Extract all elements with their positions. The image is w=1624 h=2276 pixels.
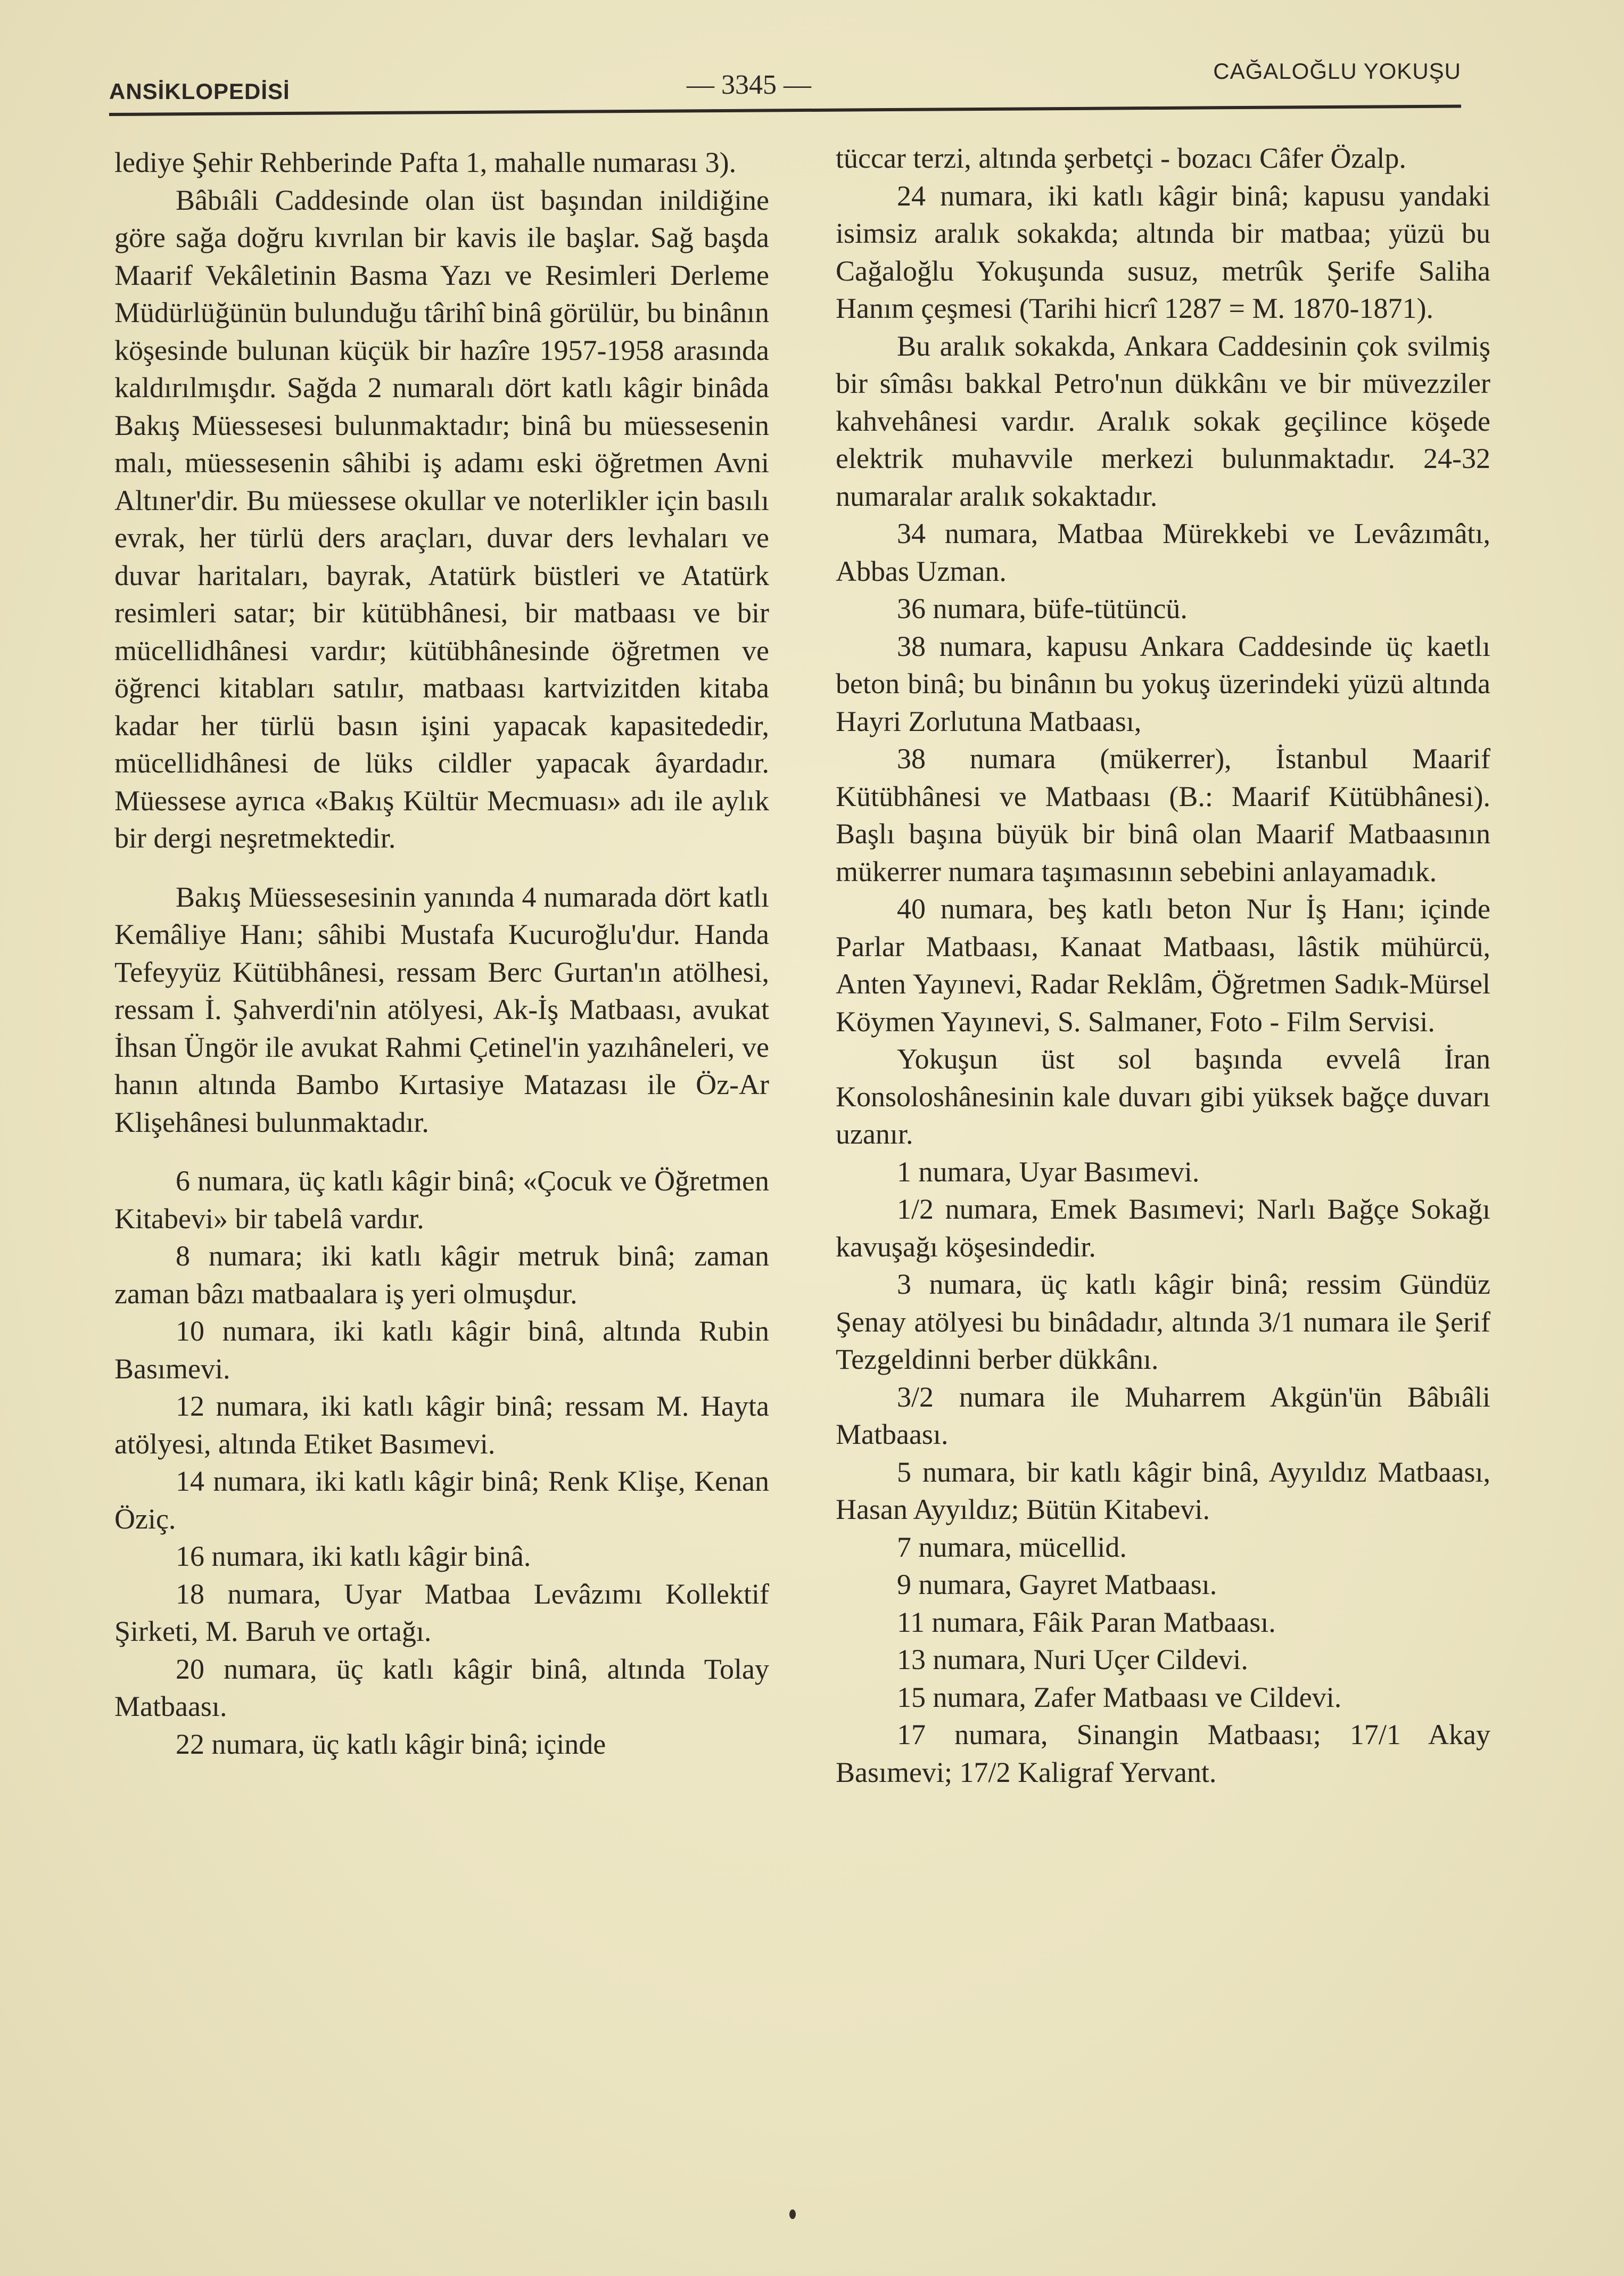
paragraph: 10 numara, iki katlı kâgir binâ, altında Rubin Basımevi.: [114, 1315, 769, 1385]
paragraph: 24 numara, iki katlı kâgir binâ; kapusu yandaki isimsiz aralık sokakda; altında bir matbaa; yüzü bu Cağaloğlu Yokuşunda susuz, metrûk Şerife Saliha Hanım çeşmesi (Tarihi hicrî 1287 = M. 1870-1871).: [836, 179, 1490, 324]
header-article-title: CAĞALOĞLU YOKUŞU: [1213, 59, 1461, 84]
paragraph: 3/2 numara ile Muharrem Akgün'ün Bâbıâli Matbaası.: [836, 1381, 1490, 1450]
paragraph: tüccar terzi, altında şerbetçi - bozacı Câfer Özalp.: [836, 142, 1406, 174]
paragraph: 11 numara, Fâik Paran Matbaası.: [897, 1606, 1276, 1638]
paragraph: Yokuşun üst sol başında evvelâ İran Konsoloshânesinin kale duvarı gibi yüksek bağçe duvarı uzanır.: [836, 1043, 1490, 1150]
paragraph: 13 numara, Nuri Uçer Cildevi.: [897, 1644, 1248, 1675]
paragraph: 14 numara, iki katlı kâgir binâ; Renk Klişe, Kenan Öziç.: [114, 1465, 769, 1535]
paragraph: 12 numara, iki katlı kâgir binâ; ressam M. Hayta atölyesi, altında Etiket Basımevi.: [114, 1390, 769, 1460]
paragraph: 3 numara, üç katlı kâgir binâ; ressim Gündüz Şenay atölyesi bu binâdadır, altında 3/1 numara ile Şerif Tezgeldinni berber dükkânı.: [836, 1268, 1490, 1375]
paragraph: lediye Şehir Rehberinde Pafta 1, mahalle numarası 3).: [114, 146, 737, 178]
paragraph: 38 numara, kapusu Ankara Caddesinde üç kaetlı beton binâ; bu binânın bu yokuş üzerindeki yüzü altında Hayri Zorlutuna Matbaası,: [836, 630, 1490, 737]
paragraph: 18 numara, Uyar Matbaa Levâzımı Kollektif Şirketi, M. Baruh ve ortağı.: [114, 1577, 769, 1647]
paragraph: 1 numara, Uyar Basımevi.: [897, 1155, 1200, 1188]
paragraph: 38 numara (mükerrer), İstanbul Maarif Kütübhânesi ve Matbaası (B.: Maarif Kütübhânesi). Başlı başına büyük bir binâ olan Maarif Matbaasının mükerrer numara taşımasının sebebini anlayamadık.: [836, 743, 1490, 888]
paragraph: 22 numara, üç katlı kâgir binâ; içinde: [176, 1728, 606, 1760]
paragraph: Bakış Müessesesinin yanında 4 numarada dört katlı Kemâliye Hanı; sâhibi Mustafa Kucuroğlu'dur. Handa Tefeyyüz Kütübhânesi, ressam Berc Gurtan'ın atölhesi, ressam İ. Şahverdi'nin atölyesi, Ak-İş Matbaası, avukat İhsan Üngör ile avukat Rahmi Çetinel'in yazıhâneleri, ve hanın altında Bambo Kırtasiye Matazası ile Öz-Ar Klişehânesi bulunmaktadır.: [114, 881, 769, 1138]
paragraph: 9 numara, Gayret Matbaası.: [897, 1568, 1217, 1600]
paragraph: 17 numara, Sinangin Matbaası; 17/1 Akay Basımevi; 17/2 Kaligraf Yervant.: [836, 1719, 1490, 1788]
paragraph: 16 numara, iki katlı kâgir binâ.: [176, 1540, 531, 1572]
paragraph: 36 numara, büfe-tütüncü.: [897, 593, 1188, 625]
paragraph: Bu aralık sokakda, Ankara Caddesinin çok svilmiş bir sîmâsı bakkal Petro'nun dükkânı ve bir müvezziler kahvehânesi vardır. Aralık sokak geçilince köşede elektrik muhavvile merkezi bulunmaktadır. 24-32 numaralar aralık sokaktadır.: [836, 330, 1490, 512]
left-column: [114, 144, 769, 1763]
paragraph: 34 numara, Matbaa Mürekkebi ve Levâzımâtı, Abbas Uzman.: [836, 517, 1490, 587]
right-column: [836, 139, 1490, 1791]
paragraph: 40 numara, beş katlı beton Nur İş Hanı; içinde Parlar Matbaası, Kanaat Matbaası, lâstik mühürcü, Anten Yayınevi, Radar Reklâm, Öğretmen Sadık-Mürsel Köymen Yayınevi, S. Salmaner, Foto - Film Servisi.: [836, 893, 1490, 1038]
paragraph: 6 numara, üç katlı kâgir binâ; «Çocuk ve Öğretmen Kitabevi» bir tabelâ vardır.: [114, 1165, 769, 1235]
paragraph: Bâbıâli Caddesinde olan üst başından inildiğine göre sağa doğru kıvrılan bir kavis ile başlar. Sağ başda Maarif Vekâletinin Basma Yazı ve Resimleri Derleme Müdürlüğünün bulunduğu târihî binâ görülür, bu binânın köşesinde bulunan küçük bir hazîre 1957-1958 arasında kaldırılmışdır. Sağda 2 numaralı dört katlı kâgir binâda Bakış Müessesesi bulunmaktadır; binâ bu müessesenin malı, müessesenin sâhibi iş adamı eski öğretmen Avni Altıner'dir. Bu müessese okullar ve noterlikler için basılı evrak, her türlü ders araçları, duvar ders levhaları ve duvar haritaları, bayrak, Atatürk büstleri ve Atatürk resimleri satar; bir kütübhânesi, bir matbaası ve bir mücellidhânesi vardır; kütübhânesinde öğretmen ve öğrenci kitabları satılır, matbaası kartvizitden kitaba kadar her türlü basın işini yapacak kapasitededir, mücellidhânesi de lüks cildler yapacak âyardadır. Müessese ayrıca «Bakış Kültür Mecmuası» adı ile aylık bir dergi neşretmektedir.: [114, 184, 769, 854]
header-encyclopedia-title: ANSİKLOPEDİSİ: [109, 79, 290, 104]
paragraph: 5 numara, bir katlı kâgir binâ, Ayyıldız Matbaası, Hasan Ayyıldız; Bütün Kitabevi.: [836, 1456, 1490, 1525]
paragraph: 7 numara, mücellid.: [897, 1531, 1127, 1563]
paragraph: 15 numara, Zafer Matbaası ve Cildevi.: [897, 1681, 1342, 1713]
ink-spot: [789, 2209, 796, 2219]
page-number: — 3345 —: [687, 70, 811, 100]
paragraph: 20 numara, üç katlı kâgir binâ, altında Tolay Matbaası.: [114, 1653, 769, 1722]
paragraph: 1/2 numara, Emek Basımevi; Narlı Bağçe Sokağı kavuşağı köşesindedir.: [836, 1193, 1490, 1263]
paragraph: 8 numara; iki katlı kâgir metruk binâ; zaman zaman bâzı matbaalara iş yeri olmuşdur.: [114, 1240, 769, 1310]
